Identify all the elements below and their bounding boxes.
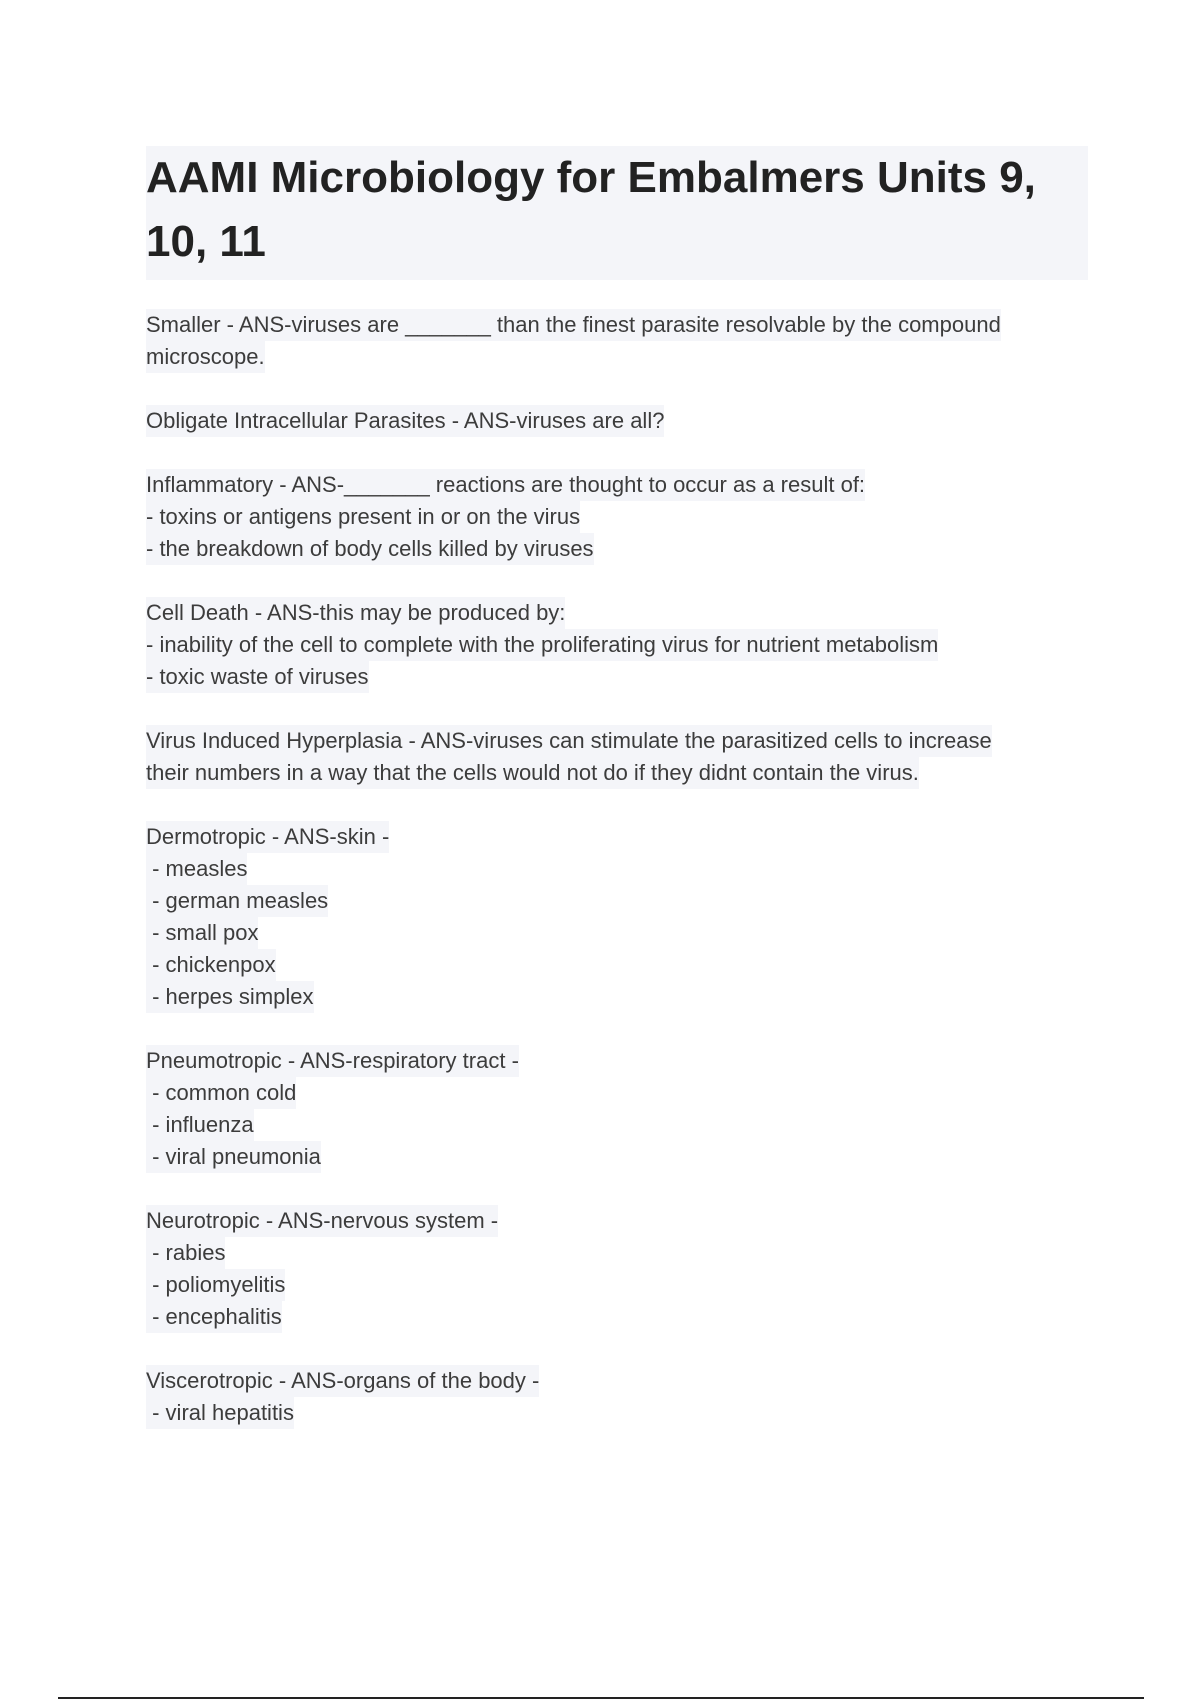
entry-detail-row (146, 1301, 1096, 1333)
flashcard-entry (146, 469, 1096, 565)
entry-question-row (146, 309, 1096, 341)
entry-detail-text: - viral pneumonia (146, 1141, 321, 1173)
entry-term-text: Neurotropic - ANS-nervous system - (146, 1205, 498, 1237)
flashcard-entry (146, 309, 1096, 373)
entry-detail-row (146, 853, 1096, 885)
entry-detail-text: - toxins or antigens present in or on the virus (146, 501, 580, 533)
entry-term-text: Pneumotropic - ANS-respiratory tract - (146, 1045, 519, 1077)
entry-detail-row (146, 1077, 1096, 1109)
entry-detail-text: - chickenpox (146, 949, 276, 981)
footer-divider (58, 1697, 1144, 1699)
entry-detail-text: - poliomyelitis (146, 1269, 285, 1301)
entry-detail-text: their numbers in a way that the cells would not do if they didnt contain the virus. (146, 757, 919, 789)
entry-detail-row (146, 1109, 1096, 1141)
entry-question-row (146, 1365, 1096, 1397)
entry-detail-text: - common cold (146, 1077, 296, 1109)
entry-question-row (146, 821, 1096, 853)
entry-term-text: Dermotropic - ANS-skin - (146, 821, 389, 853)
entry-detail-row (146, 1397, 1096, 1429)
flashcard-entry (146, 597, 1096, 693)
entry-question-row (146, 405, 1096, 437)
entry-detail-text: microscope. (146, 341, 265, 373)
entry-term-text: Obligate Intracellular Parasites - ANS-viruses are all? (146, 405, 664, 437)
entry-detail-text: - inability of the cell to complete with the proliferating virus for nutrient metabolism (146, 629, 938, 661)
flashcard-entry (146, 725, 1096, 789)
entry-detail-text: - the breakdown of body cells killed by viruses (146, 533, 594, 565)
entry-term-text: Inflammatory - ANS-_______ reactions are thought to occur as a result of: (146, 469, 865, 501)
entry-detail-row (146, 501, 1096, 533)
entry-detail-text: - viral hepatitis (146, 1397, 294, 1429)
entry-detail-row (146, 949, 1096, 981)
flashcard-entry (146, 1045, 1096, 1173)
entry-detail-row (146, 533, 1096, 565)
entry-term-text: Viscerotropic - ANS-organs of the body - (146, 1365, 539, 1397)
entry-term-text: Cell Death - ANS-this may be produced by: (146, 597, 565, 629)
entry-term-text: Virus Induced Hyperplasia - ANS-viruses can stimulate the parasitized cells to increase (146, 725, 992, 757)
entry-question-row (146, 1045, 1096, 1077)
entry-detail-row (146, 629, 1096, 661)
entry-detail-row (146, 1237, 1096, 1269)
entry-detail-row (146, 1141, 1096, 1173)
entry-detail-row (146, 757, 1096, 789)
flashcard-entry (146, 1205, 1096, 1333)
entry-detail-row (146, 341, 1096, 373)
entry-detail-text: - influenza (146, 1109, 254, 1141)
flashcard-list (146, 309, 1096, 1461)
title-block (146, 146, 1088, 280)
entry-detail-row (146, 917, 1096, 949)
entry-detail-row (146, 661, 1096, 693)
entry-question-row (146, 469, 1096, 501)
entry-detail-text: - small pox (146, 917, 258, 949)
flashcard-entry (146, 821, 1096, 1013)
entry-detail-row (146, 981, 1096, 1013)
entry-question-row (146, 1205, 1096, 1237)
flashcard-entry (146, 405, 1096, 437)
entry-question-row (146, 725, 1096, 757)
flashcard-entry (146, 1365, 1096, 1429)
entry-detail-text: - toxic waste of viruses (146, 661, 369, 693)
entry-question-row (146, 597, 1096, 629)
entry-detail-row (146, 885, 1096, 917)
document-title: AAMI Microbiology for Embalmers Units 9, 10, 11 (146, 153, 1036, 266)
entry-detail-text: - rabies (146, 1237, 225, 1269)
entry-detail-text: - measles (146, 853, 247, 885)
entry-detail-text: - german measles (146, 885, 328, 917)
entry-detail-text: - encephalitis (146, 1301, 282, 1333)
entry-term-text: Smaller - ANS-viruses are _______ than the finest parasite resolvable by the compound (146, 309, 1001, 341)
entry-detail-row (146, 1269, 1096, 1301)
entry-detail-text: - herpes simplex (146, 981, 314, 1013)
